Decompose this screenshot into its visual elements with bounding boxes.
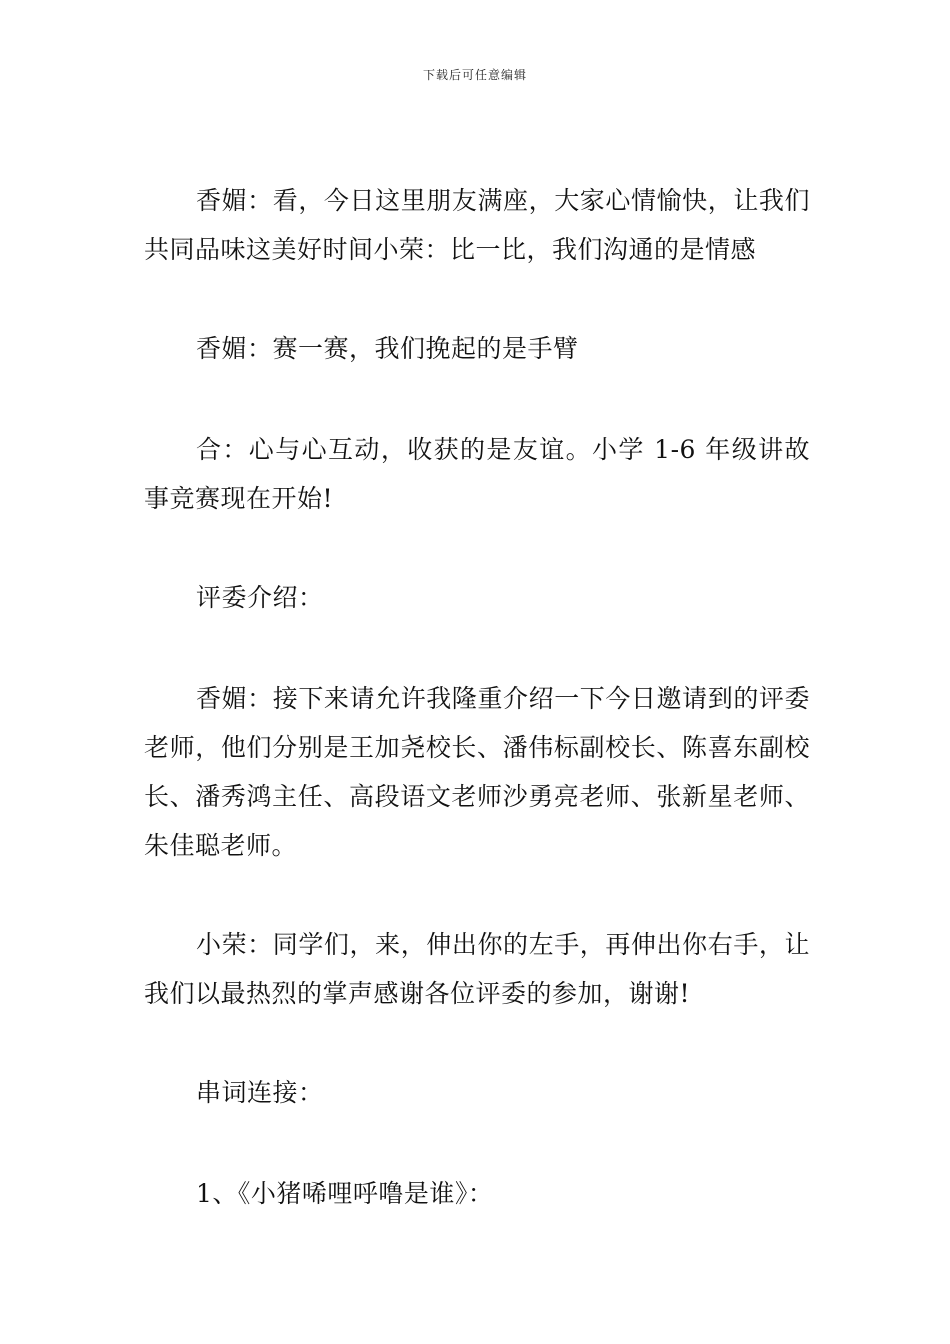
- paragraph: 香媚：看，今日这里朋友满座，大家心情愉快，让我们共同品味这美好时间小荣：比一比，我们沟通的是情感: [144, 186, 810, 264]
- paragraph: 合：心与心互动，收获的是友谊。小学 1-6 年级讲故事竞赛现在开始!: [144, 435, 810, 513]
- paragraph: 1、《小猪唏哩呼噜是谁》：: [196, 1179, 494, 1208]
- paragraph: 香媚：接下来请允许我隆重介绍一下今日邀请到的评委老师，他们分别是王加尧校长、潘伟标副校长、陈喜东副校长、潘秀鸿主任、高段语文老师沙勇亮老师、张新星老师、朱佳聪老师。: [144, 684, 810, 860]
- page-header: 下载后可任意编辑: [422, 68, 527, 82]
- paragraph: 评委介绍：: [196, 583, 324, 612]
- document-body: [144, 176, 810, 1270]
- paragraph: 小荣：同学们，来，伸出你的左手，再伸出你右手，让我们以最热烈的掌声感谢各位评委的参加，谢谢!: [144, 930, 810, 1008]
- paragraph: 串词连接：: [196, 1078, 324, 1107]
- paragraph: 香媚：赛一赛，我们挽起的是手臂: [196, 334, 579, 363]
